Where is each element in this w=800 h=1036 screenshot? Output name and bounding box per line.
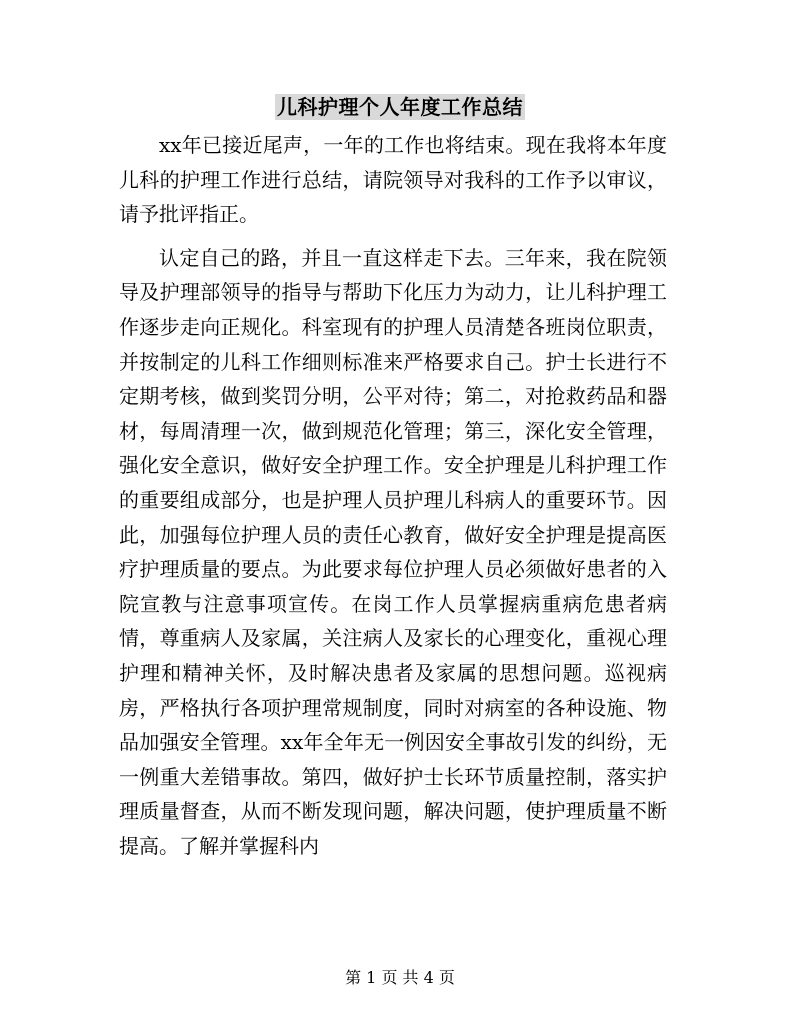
page-number-footer: 第 1 页 共 4 页 [345,968,455,987]
title-container [0,94,800,120]
paragraph-intro: xx年已接近尾声，一年的工作也将结束。现在我将本年度儿科的护理工作进行总结，请院领导对我科的工作予以审议，请予批评指正。 [119,133,667,227]
document-body [119,128,667,863]
paragraph-main: 认定自己的路，并且一直这样走下去。三年来，我在院领导及护理部领导的指导与帮助下化压力为动力，让儿科护理工作逐步走向正规化。科室现有的护理人员清楚各班岗位职责，并按制定的儿科工作细则标准来严格要求自己。护士长进行不定期考核，做到奖罚分明，公平对待；第二，对抢救药品和器材，每周清理一次，做到规范化管理；第三，深化安全管理，强化安全意识，做好安全护理工作。安全护理是儿科护理工作的重要组成部分，也是护理人员护理儿科病人的重要环节。因此，加强每位护理人员的责任心教育，做好安全护理是提高医疗护理质量的要点。为此要求每位护理人员必须做好患者的入院宣教与注意事项宣传。在岗工作人员掌握病重病危患者病情，尊重病人及家属，关注病人及家长的心理变化，重视心理护理和精神关怀，及时解决患者及家属的思想问题。巡视病房，严格执行各项护理常规制度，同时对病室的各种设施、物品加强安全管理。xx年全年无一例因安全事故引发的纠纷，无一例重大差错事故。第四，做好护士长环节质量控制，落实护理质量督查，从而不断发现问题，解决问题，使护理质量不断提高。了解并掌握科内 [119,245,667,858]
document-title: 儿科护理个人年度工作总结 [277,95,523,119]
